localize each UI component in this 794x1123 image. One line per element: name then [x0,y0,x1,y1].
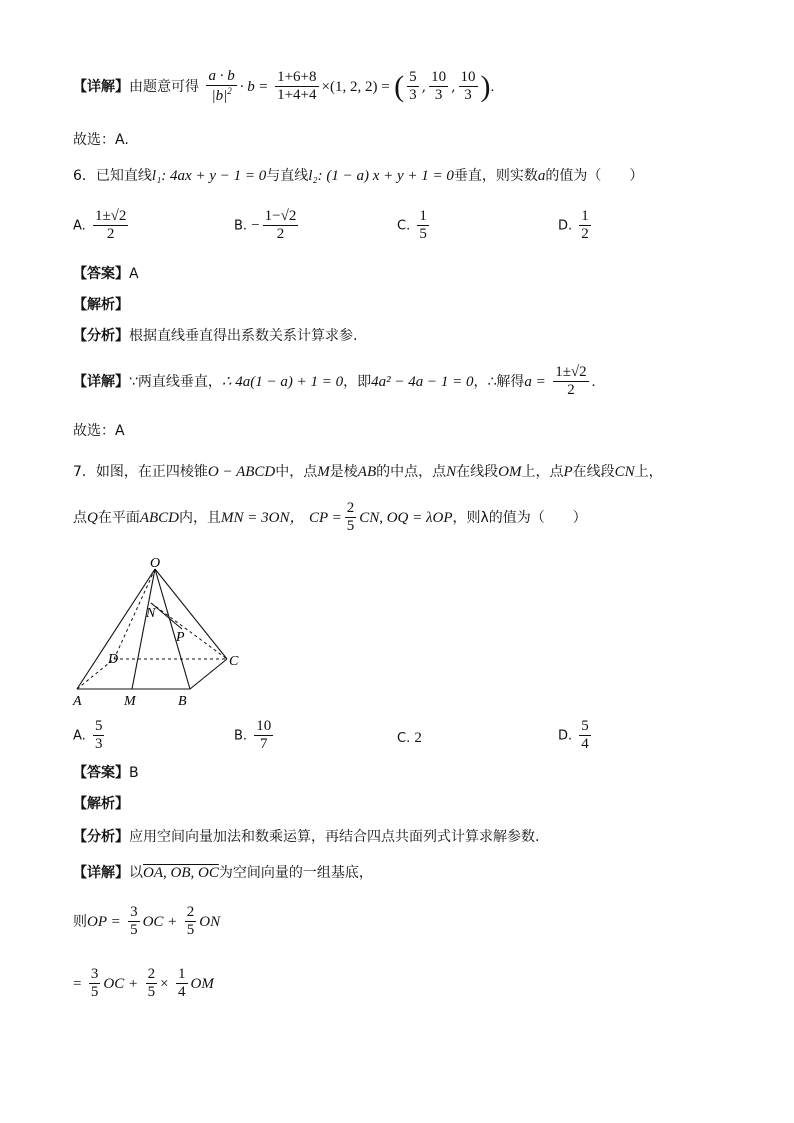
label-d: D [108,652,119,667]
q7-answer-line: 【答案】B [73,765,139,781]
label-b: B [178,694,187,709]
q7-option-a: A. $\frac{5}{3}$ [73,718,103,753]
coef-fraction: $\frac{1+6+8}{1+4+4}$ [277,69,317,104]
q7-analysis-line: 【解析】 [73,796,129,812]
label-m: M [124,694,136,709]
label-o: O [150,556,161,571]
question-7-line-1: 7．如图，在正四棱锥O − ABCD中，点M是棱AB的中点，点N在线段OM上，点P在线段CN上， [73,464,663,480]
label-c: C [229,654,239,669]
q6-answer-line: 【答案】A [73,266,139,282]
question-6: 6．已知直线l₁: 4ax + y − 1 = 0与直线l₂: (1 − a) x + y + 1 = 0垂直，则实数a的值为（ ） [73,168,644,184]
q7-step-2: = $\frac{3}{5}$ OC + $\frac{2}{5}$ × $\frac{1}{4}$ OM [73,966,214,1001]
label-p: P [176,630,185,645]
q6-analysis-line: 【解析】 [73,297,129,313]
q7-option-d: D. $\frac{5}{4}$ [558,718,589,753]
q7-option-b: B. $\frac{10}{7}$ [234,718,272,753]
projection-fraction: $\frac{a \cdot b}{|b|^2}$ [208,68,235,105]
label-n: N [146,606,156,621]
q6-option-a: A. $\frac{1\pm√2}{2}$ [73,208,127,243]
choice-line-1: 故选：A. [73,132,129,148]
q6-detail-line: 【详解】∵两直线垂直，∴ 4a(1 − a) + 1 = 0，即4a² − 4a − 1 = 0，∴解得a = $\frac{1\pm√2}{2}$ . [73,364,596,399]
detail-prefix: 由题意可得 [129,78,199,95]
q7-fenxi-line: 【分析】应用空间向量加法和数乘运算，再结合四点共面列式计算求解参数. [73,829,540,845]
choice-line-2: 故选：A [73,423,125,439]
pyramid-figure [70,555,250,715]
detail-line-1: 【详解】由题意可得 $\frac{a \cdot b}{|b|^2}$ · b = $\frac{1+6+8}{1+4+4}$ ×(1, 2, 2) = ( $\frac{5}{3}$ , $\frac{10}{3}$ , $\frac{10}{3}$ ). [73,68,495,105]
q6-option-c: C. $\frac{1}{5}$ [397,208,427,243]
q7-option-c: C. 2 [397,730,422,746]
q6-option-b: B. − $\frac{1-√2}{2}$ [234,208,297,243]
question-7-line-2: 点Q在平面ABCD内，且MN = 3ON， CP = $\frac{2}{5}$ CN, OQ = λOP，则λ的值为（ ） [73,500,587,535]
q6-option-d: D. $\frac{1}{2}$ [558,208,589,243]
q7-detail-line: 【详解】以OA, OB, OC为空间向量的一组基底， [73,865,373,881]
label-a: A [73,694,82,709]
q7-step-1: 则OP = $\frac{3}{5}$ OC + $\frac{2}{5}$ ON [73,904,221,939]
q6-fenxi-line: 【分析】根据直线垂直得出系数关系计算求参. [73,328,358,344]
detail-tag: 【详解】 [73,78,129,95]
